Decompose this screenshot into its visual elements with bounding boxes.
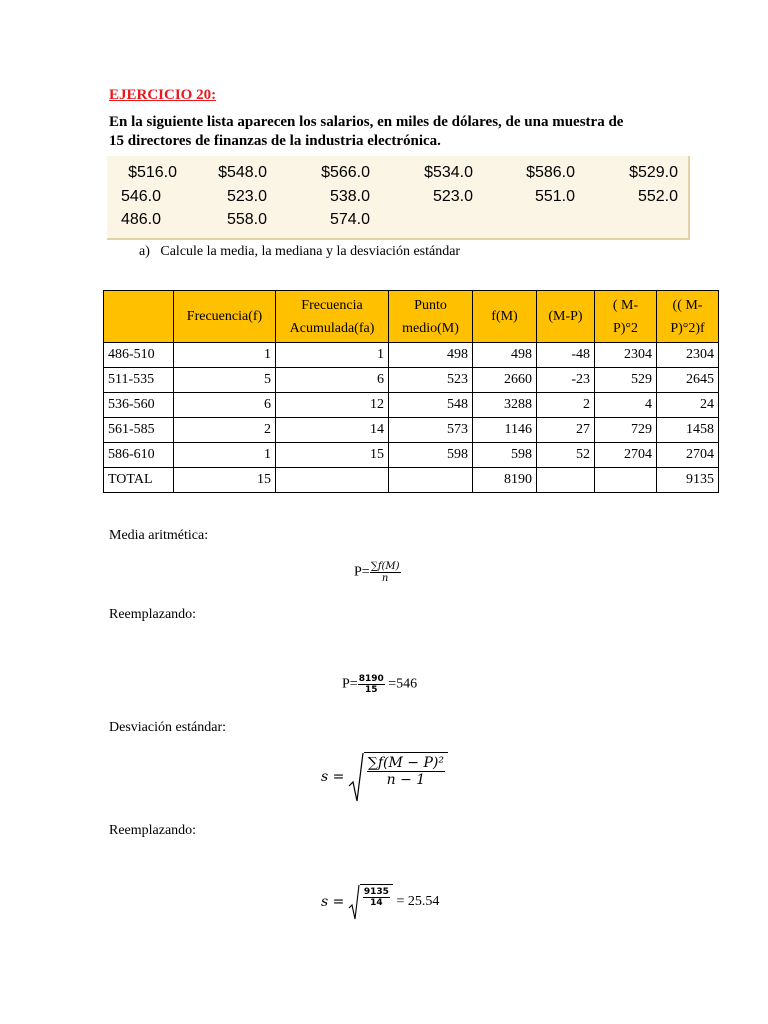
table-cell: TOTAL [104,468,174,493]
table-cell: 15 [276,443,389,468]
salary-value: 523.0 [432,188,473,205]
desviacion-replaced-denominator: 14 [370,898,383,908]
table-cell: 1146 [473,418,537,443]
media-heading: Media aritmética: [109,528,209,543]
desviacion-heading: Desviación estándar: [109,720,227,735]
table-cell: 8190 [473,468,537,493]
table-cell: 1 [174,443,276,468]
table-cell: 6 [276,368,389,393]
salary-data-box [107,156,690,240]
media-replace-heading: Reemplazando: [109,607,197,622]
table-cell: 15 [174,468,276,493]
table-cell: 598 [473,443,537,468]
table-cell: 498 [473,343,537,368]
salary-value: 552.0 [637,188,678,205]
desviacion-replaced-formula [321,884,439,920]
table-cell: 529 [595,368,657,393]
table-cell: 598 [389,443,473,468]
salary-value: $534.0 [424,164,473,181]
desviacion-formula [321,752,448,802]
table-cell: 6 [174,393,276,418]
table-cell: 1 [276,343,389,368]
table-cell: 1458 [657,418,719,443]
table-cell: 2645 [657,368,719,393]
table-cell: 729 [595,418,657,443]
header-punto-medio: Punto medio(M) [389,291,473,343]
table-cell [595,468,657,493]
statement-line-1: En la siguiente lista aparecen los salarios, en miles de dólares, de una muestra de [109,114,624,130]
media-lhs: P= [354,564,370,580]
table-row [104,393,719,418]
table-cell: 486-510 [104,343,174,368]
salary-value: 546.0 [120,188,161,205]
table-cell: 24 [657,393,719,418]
table-cell: -48 [537,343,595,368]
frequency-table [103,290,719,493]
radical-sign-icon [348,884,360,920]
table-cell: 14 [276,418,389,443]
salary-value: 558.0 [226,211,267,228]
table-cell [537,468,595,493]
salary-value: 523.0 [226,188,267,205]
header-frecuencia-acumulada: Frecuencia Acumulada(fa) [276,291,389,343]
table-cell: 548 [389,393,473,418]
header-fm: f(M) [473,291,537,343]
table-cell: 498 [389,343,473,368]
salary-value: 486.0 [120,211,161,228]
table-cell: 9135 [657,468,719,493]
table-cell [389,468,473,493]
header-class [104,291,174,343]
table-cell: 2 [174,418,276,443]
table-cell: 4 [595,393,657,418]
salary-value: $586.0 [526,164,575,181]
statement-line-2: 15 directores de finanzas de la industria electrónica. [109,133,441,149]
media-numerator: ∑f(M) [370,561,400,572]
table-cell: 586-610 [104,443,174,468]
table-row [104,443,719,468]
media-replaced-lhs: P= [342,676,358,692]
desviacion-replace-heading: Reemplazando: [109,823,197,838]
table-cell: 2660 [473,368,537,393]
media-replaced-denominator: 15 [364,685,378,695]
table-total-row [104,468,719,493]
sqrt-symbol [348,884,393,920]
header-m-p: (M-P) [537,291,595,343]
radical-sign-icon [348,752,364,802]
table-row [104,343,719,368]
salary-value: 574.0 [329,211,370,228]
media-result: =546 [388,676,418,692]
table-cell: 561-585 [104,418,174,443]
sqrt-symbol [348,752,448,802]
desviacion-lhs: s = [321,769,345,785]
table-cell: 12 [276,393,389,418]
desviacion-result: = 25.54 [396,894,440,909]
table-header-row [104,291,719,343]
media-formula [354,561,401,584]
media-denominator: n [381,573,389,584]
table-cell: 536-560 [104,393,174,418]
header-m-p-squared: ( M- P)°2 [595,291,657,343]
table-cell: 511-535 [104,368,174,393]
desviacion-replaced-lhs: s = [321,894,345,910]
media-replaced-formula [342,674,417,695]
salary-value: $516.0 [128,164,177,181]
table-cell: 1 [174,343,276,368]
table-cell: 2 [537,393,595,418]
desviacion-numerator: ∑f(M − P)² [367,755,444,771]
salary-value: $529.0 [629,164,678,181]
table-row [104,418,719,443]
table-cell: 523 [389,368,473,393]
salary-value: 551.0 [534,188,575,205]
table-cell: 52 [537,443,595,468]
salary-value: 538.0 [329,188,370,205]
table-cell: 5 [174,368,276,393]
table-cell: 3288 [473,393,537,418]
table-cell: 2304 [657,343,719,368]
table-cell: -23 [537,368,595,393]
table-cell: 27 [537,418,595,443]
salary-value: $566.0 [321,164,370,181]
question-a: a) Calcule la media, la mediana y la desviación estándar [139,244,461,259]
header-m-p-squared-f: (( M- P)°2)f [657,291,719,343]
media-replaced-numerator: 8190 [358,674,384,684]
exercise-title: EJERCICIO 20: [109,87,217,103]
desviacion-replaced-numerator: 9135 [363,887,389,897]
header-frecuencia: Frecuencia(f) [174,291,276,343]
desviacion-denominator: n − 1 [386,772,426,788]
salary-value: $548.0 [218,164,267,181]
table-cell: 2704 [595,443,657,468]
table-cell: 573 [389,418,473,443]
table-row [104,368,719,393]
table-cell [276,468,389,493]
table-cell: 2304 [595,343,657,368]
table-cell: 2704 [657,443,719,468]
